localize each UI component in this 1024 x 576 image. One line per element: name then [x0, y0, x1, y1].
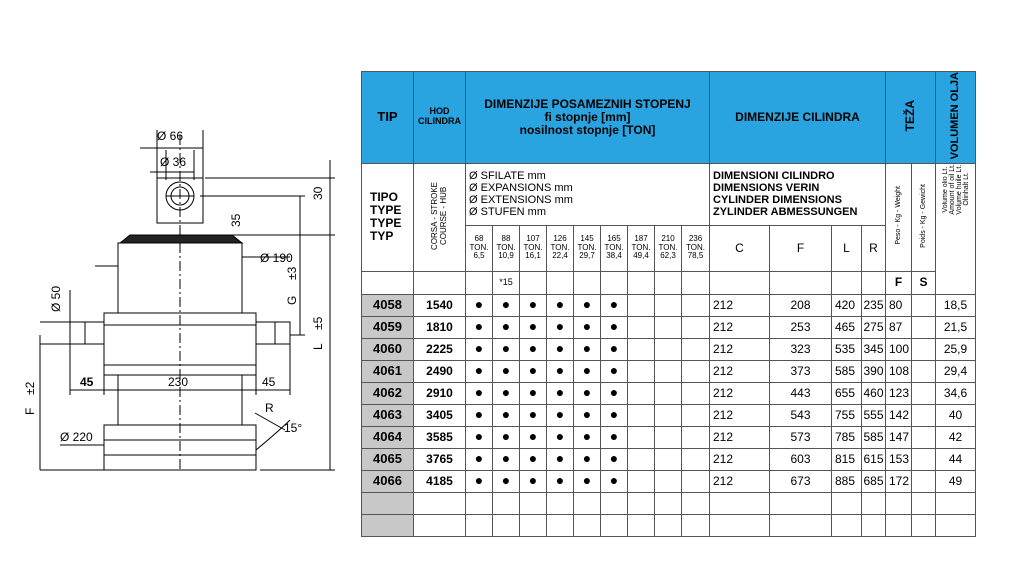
header-tip: TIP	[362, 72, 414, 164]
row-stage-dot: ●	[466, 338, 493, 360]
note-15: *15	[493, 271, 520, 294]
dim-line-3: CYLINDER DIMENSIONS	[713, 194, 842, 207]
sub-tipo	[362, 163, 414, 271]
table-row-empty	[362, 514, 976, 536]
row-hod: 2490	[414, 360, 466, 382]
empty-cell	[493, 514, 520, 536]
sfilate-line-4: Ø STUFEN mm	[469, 206, 546, 219]
header-dimenzije-stopenj	[466, 72, 710, 164]
row-hod: 3765	[414, 448, 466, 470]
empty-cell	[547, 492, 574, 514]
row-f: 543	[770, 404, 832, 426]
row-r: 555	[862, 404, 886, 426]
row-stage-dot: ●	[466, 426, 493, 448]
row-r: 390	[862, 360, 886, 382]
row-f: 603	[770, 448, 832, 470]
row-stage-dot: ●	[466, 360, 493, 382]
table-header-row	[362, 72, 976, 164]
row-vol: 49	[936, 470, 976, 492]
col-c: C	[710, 225, 770, 271]
table-sub-header-row	[362, 163, 976, 225]
row-vol: 40	[936, 404, 976, 426]
empty-cell	[628, 492, 655, 514]
table-row	[362, 448, 976, 470]
dim-g-tol: ±3	[285, 266, 299, 280]
row-peso: 87	[886, 316, 912, 338]
row-c: 212	[710, 426, 770, 448]
empty-cell	[414, 514, 466, 536]
row-r: 585	[862, 426, 886, 448]
empty-cell	[601, 492, 628, 514]
row-vol: 21,5	[936, 316, 976, 338]
row-stage-dot	[655, 448, 682, 470]
row-stage-dot: ●	[601, 426, 628, 448]
row-c: 212	[710, 338, 770, 360]
stage-4: 126 TON. 22,4	[547, 225, 574, 271]
sfilate-line-1: Ø SFILATE mm	[469, 169, 546, 182]
row-stage-dot	[682, 338, 710, 360]
row-stage-dot	[655, 360, 682, 382]
table-row	[362, 360, 976, 382]
dim-d50: Ø 50	[49, 285, 63, 312]
cylinder-drawing-svg	[0, 0, 360, 576]
empty-cell	[936, 492, 976, 514]
row-c: 212	[710, 360, 770, 382]
empty-cell	[862, 514, 886, 536]
top-cap	[120, 235, 242, 243]
row-stage-dot: ●	[466, 448, 493, 470]
dim-r: R	[265, 401, 274, 415]
empty-cell	[466, 514, 493, 536]
row-stage-dot	[682, 426, 710, 448]
row-stage-dot: ●	[493, 294, 520, 316]
row-f: 323	[770, 338, 832, 360]
dim-45-left: 45	[80, 375, 94, 389]
row-l: 465	[832, 316, 862, 338]
row-l: 585	[832, 360, 862, 382]
row-stage-dot: ●	[547, 448, 574, 470]
dim-g: G	[285, 295, 299, 305]
row-tip-empty	[362, 492, 414, 514]
row-r: 345	[862, 338, 886, 360]
empty-cell	[655, 514, 682, 536]
tipo-line-2: TYPE	[370, 202, 402, 217]
header-volumen: VOLUMEN OLJA	[936, 72, 976, 164]
row-stage-dot: ●	[466, 404, 493, 426]
row-vol: 34,6	[936, 382, 976, 404]
spec-table	[361, 71, 976, 537]
row-vol: 29,4	[936, 360, 976, 382]
row-stage-dot: ●	[547, 470, 574, 492]
row-stage-dot	[682, 448, 710, 470]
row-r: 275	[862, 316, 886, 338]
stage-3: 107 TON. 16,1	[520, 225, 547, 271]
row-r: 615	[862, 448, 886, 470]
empty-cell	[493, 492, 520, 514]
row-stage-dot: ●	[520, 316, 547, 338]
row-r: 235	[862, 294, 886, 316]
row-stage-dot	[655, 294, 682, 316]
dim-f: F	[23, 407, 37, 415]
row-poids	[912, 360, 936, 382]
tipo-line-1: TIPO	[370, 189, 399, 204]
dim-f-tol: ±2	[23, 381, 37, 395]
row-stage-dot: ●	[493, 316, 520, 338]
dim-l-tol: ±5	[311, 316, 325, 330]
row-stage-dot: ●	[574, 426, 601, 448]
row-l: 420	[832, 294, 862, 316]
row-stage-dot	[682, 382, 710, 404]
dim-35: 35	[229, 213, 243, 227]
row-stage-dot	[628, 338, 655, 360]
dim-line-2: DIMENSIONS VERIN	[713, 182, 820, 194]
row-poids	[912, 382, 936, 404]
empty-cell	[414, 492, 466, 514]
dim-d66: Ø 66	[157, 129, 184, 143]
row-stage-dot	[682, 316, 710, 338]
empty-cell	[936, 514, 976, 536]
row-peso: 123	[886, 382, 912, 404]
sub-volume: Volume olio Lt. Amount of oil Lt. Volume huile Lt. Ölinhalt Lt.	[936, 163, 976, 294]
sub-peso: Peso - Kg - Weight	[886, 163, 912, 271]
empty-cell	[770, 514, 832, 536]
row-stage-dot: ●	[601, 448, 628, 470]
empty-cell	[770, 492, 832, 514]
dim-d190: Ø 190	[260, 251, 293, 265]
row-stage-dot: ●	[520, 426, 547, 448]
right-pin	[256, 322, 290, 344]
row-r: 460	[862, 382, 886, 404]
row-peso: 80	[886, 294, 912, 316]
dim-l: L	[311, 343, 325, 350]
row-stage-dot: ●	[547, 360, 574, 382]
row-peso: 153	[886, 448, 912, 470]
table-row	[362, 316, 976, 338]
row-vol: 44	[936, 448, 976, 470]
note-blank-1	[362, 271, 414, 294]
empty-cell	[886, 492, 912, 514]
row-stage-dot: ●	[547, 426, 574, 448]
row-r: 685	[862, 470, 886, 492]
row-stage-dot: ●	[493, 448, 520, 470]
row-tip: 4063	[362, 404, 414, 426]
row-tip: 4066	[362, 470, 414, 492]
row-peso: 100	[886, 338, 912, 360]
empty-cell	[886, 514, 912, 536]
row-stage-dot	[655, 426, 682, 448]
row-stage-dot	[628, 316, 655, 338]
row-stage-dot: ●	[574, 294, 601, 316]
sub-corsa: CORSA - STROKE COURSE - HUB	[414, 163, 466, 271]
row-f: 208	[770, 294, 832, 316]
sfilate-line-2: Ø EXPANSIONS mm	[469, 182, 573, 194]
row-poids	[912, 470, 936, 492]
row-stage-dot	[628, 404, 655, 426]
row-stage-dot: ●	[466, 294, 493, 316]
row-l: 535	[832, 338, 862, 360]
empty-cell	[655, 492, 682, 514]
row-tip: 4061	[362, 360, 414, 382]
empty-cell	[520, 492, 547, 514]
dim-230: 230	[168, 375, 189, 389]
row-stage-dot: ●	[493, 338, 520, 360]
left-pin	[70, 322, 104, 344]
row-stage-dot: ●	[520, 404, 547, 426]
col-r: R	[862, 225, 886, 271]
table-row	[362, 382, 976, 404]
dim-line-4: ZYLINDER ABMESSUNGEN	[713, 206, 858, 219]
cylinder-drawing	[0, 0, 360, 576]
dim-d220: Ø 220	[60, 430, 93, 444]
col-s: S	[912, 271, 936, 294]
stage-8: 210 TON. 62,3	[655, 225, 682, 271]
table-row	[362, 426, 976, 448]
row-stage-dot: ●	[601, 338, 628, 360]
sfilate-line-3: Ø EXTENSIONS mm	[469, 194, 573, 207]
row-stage-dot: ●	[520, 338, 547, 360]
sub-poids: Poids - Kg - Gewicht	[912, 163, 936, 271]
header-teza: TEŽA	[886, 72, 936, 164]
stage-1: 68 TON. 6,5	[466, 225, 493, 271]
empty-cell	[601, 514, 628, 536]
col-f2: F	[886, 271, 912, 294]
row-stage-dot: ●	[547, 294, 574, 316]
row-stage-dot: ●	[520, 448, 547, 470]
row-stage-dot	[655, 470, 682, 492]
row-f: 573	[770, 426, 832, 448]
row-stage-dot: ●	[547, 316, 574, 338]
row-stage-dot	[628, 426, 655, 448]
row-stage-dot: ●	[466, 382, 493, 404]
empty-cell	[710, 514, 770, 536]
row-stage-dot: ●	[466, 316, 493, 338]
row-stage-dot: ●	[520, 470, 547, 492]
empty-cell	[628, 514, 655, 536]
row-stage-dot: ●	[601, 360, 628, 382]
row-poids	[912, 338, 936, 360]
sub-sfilate	[466, 163, 710, 225]
row-l: 885	[832, 470, 862, 492]
empty-cell	[710, 492, 770, 514]
row-stage-dot	[655, 404, 682, 426]
row-stage-dot: ●	[547, 382, 574, 404]
row-stage-dot: ●	[493, 360, 520, 382]
row-stage-dot: ●	[574, 338, 601, 360]
row-c: 212	[710, 470, 770, 492]
table-row	[362, 294, 976, 316]
row-stage-dot: ●	[493, 470, 520, 492]
row-l: 755	[832, 404, 862, 426]
empty-cell	[912, 492, 936, 514]
row-hod: 4185	[414, 470, 466, 492]
row-tip: 4060	[362, 338, 414, 360]
row-tip: 4065	[362, 448, 414, 470]
empty-cell	[832, 514, 862, 536]
row-peso: 172	[886, 470, 912, 492]
row-stage-dot: ●	[547, 404, 574, 426]
row-stage-dot: ●	[493, 382, 520, 404]
dim-d36: Ø 36	[160, 155, 187, 169]
row-stage-dot	[655, 338, 682, 360]
row-stage-dot: ●	[574, 316, 601, 338]
row-hod: 2910	[414, 382, 466, 404]
row-tip: 4064	[362, 426, 414, 448]
row-stage-dot	[628, 448, 655, 470]
row-c: 212	[710, 316, 770, 338]
col-f: F	[770, 225, 832, 271]
row-f: 673	[770, 470, 832, 492]
row-stage-dot: ●	[466, 470, 493, 492]
stage-7: 187 TON. 49,4	[628, 225, 655, 271]
sub-dimensions	[710, 163, 886, 225]
data-rows	[362, 294, 976, 536]
row-stage-dot: ●	[574, 360, 601, 382]
row-stage-dot	[682, 360, 710, 382]
empty-cell	[912, 514, 936, 536]
header-hod: HOD CILINDRA	[414, 72, 466, 164]
dim-30: 30	[311, 186, 325, 200]
dim-line-1: DIMENSIONI CILINDRO	[713, 169, 835, 182]
row-l: 785	[832, 426, 862, 448]
row-stage-dot: ●	[601, 470, 628, 492]
row-tip: 4062	[362, 382, 414, 404]
header-stopenj-line-1: DIMENZIJE POSAMEZNIH STOPENJ	[484, 96, 691, 111]
tipo-line-3: TYPE	[370, 216, 402, 231]
row-stage-dot	[655, 382, 682, 404]
row-stage-dot	[682, 470, 710, 492]
empty-cell	[574, 492, 601, 514]
row-stage-dot	[628, 382, 655, 404]
row-f: 253	[770, 316, 832, 338]
dim-45-right: 45	[262, 375, 276, 389]
dim-angle: 15°	[284, 421, 303, 435]
row-f: 373	[770, 360, 832, 382]
row-peso: 108	[886, 360, 912, 382]
empty-cell	[832, 492, 862, 514]
note-blank-3	[466, 271, 493, 294]
row-stage-dot: ●	[574, 382, 601, 404]
col-l: L	[832, 225, 862, 271]
row-stage-dot: ●	[493, 404, 520, 426]
stage-6: 165 TON. 38,4	[601, 225, 628, 271]
row-hod: 3585	[414, 426, 466, 448]
row-poids	[912, 426, 936, 448]
row-stage-dot	[628, 470, 655, 492]
row-f: 443	[770, 382, 832, 404]
row-peso: 142	[886, 404, 912, 426]
stage-2: 88 TON. 10,9	[493, 225, 520, 271]
row-l: 815	[832, 448, 862, 470]
row-c: 212	[710, 404, 770, 426]
row-l: 655	[832, 382, 862, 404]
row-stage-dot: ●	[601, 382, 628, 404]
row-hod: 3405	[414, 404, 466, 426]
header-stopenj-line-2: fi stopnje [mm]	[544, 109, 631, 124]
table-row	[362, 338, 976, 360]
row-stage-dot	[628, 294, 655, 316]
row-stage-dot	[682, 294, 710, 316]
row-vol: 42	[936, 426, 976, 448]
table-row-empty	[362, 492, 976, 514]
row-stage-dot	[655, 316, 682, 338]
row-tip: 4059	[362, 316, 414, 338]
row-poids	[912, 404, 936, 426]
row-tip: 4058	[362, 294, 414, 316]
row-stage-dot: ●	[547, 338, 574, 360]
header-dimenzije-cilindra: DIMENZIJE CILINDRA	[710, 72, 886, 164]
row-peso: 147	[886, 426, 912, 448]
row-c: 212	[710, 382, 770, 404]
row-stage-dot: ●	[574, 404, 601, 426]
empty-cell	[547, 514, 574, 536]
tipo-line-4: TYP	[370, 229, 394, 244]
table-row	[362, 404, 976, 426]
row-tip-empty	[362, 514, 414, 536]
row-hod: 1540	[414, 294, 466, 316]
row-poids	[912, 448, 936, 470]
row-stage-dot	[682, 404, 710, 426]
stage-9: 236 TON. 78,5	[682, 225, 710, 271]
row-stage-dot: ●	[601, 294, 628, 316]
row-stage-dot: ●	[601, 316, 628, 338]
row-stage-dot: ●	[493, 426, 520, 448]
row-c: 212	[710, 448, 770, 470]
row-stage-dot: ●	[574, 470, 601, 492]
row-c: 212	[710, 294, 770, 316]
header-stopenj-line-3: nosilnost stopnje [TON]	[519, 122, 656, 137]
row-stage-dot: ●	[520, 360, 547, 382]
table-row	[362, 470, 976, 492]
empty-cell	[574, 514, 601, 536]
row-stage-dot: ●	[574, 448, 601, 470]
note-blank-2	[414, 271, 466, 294]
row-hod: 2225	[414, 338, 466, 360]
stage-5: 145 TON. 29,7	[574, 225, 601, 271]
empty-cell	[466, 492, 493, 514]
row-stage-dot: ●	[601, 404, 628, 426]
row-poids	[912, 316, 936, 338]
empty-cell	[682, 514, 710, 536]
row-stage-dot	[628, 360, 655, 382]
row-vol: 25,9	[936, 338, 976, 360]
empty-cell	[682, 492, 710, 514]
row-hod: 1810	[414, 316, 466, 338]
row-vol: 18,5	[936, 294, 976, 316]
note-row	[362, 271, 976, 294]
empty-cell	[520, 514, 547, 536]
row-stage-dot: ●	[520, 382, 547, 404]
row-stage-dot: ●	[520, 294, 547, 316]
empty-cell	[862, 492, 886, 514]
row-poids	[912, 294, 936, 316]
